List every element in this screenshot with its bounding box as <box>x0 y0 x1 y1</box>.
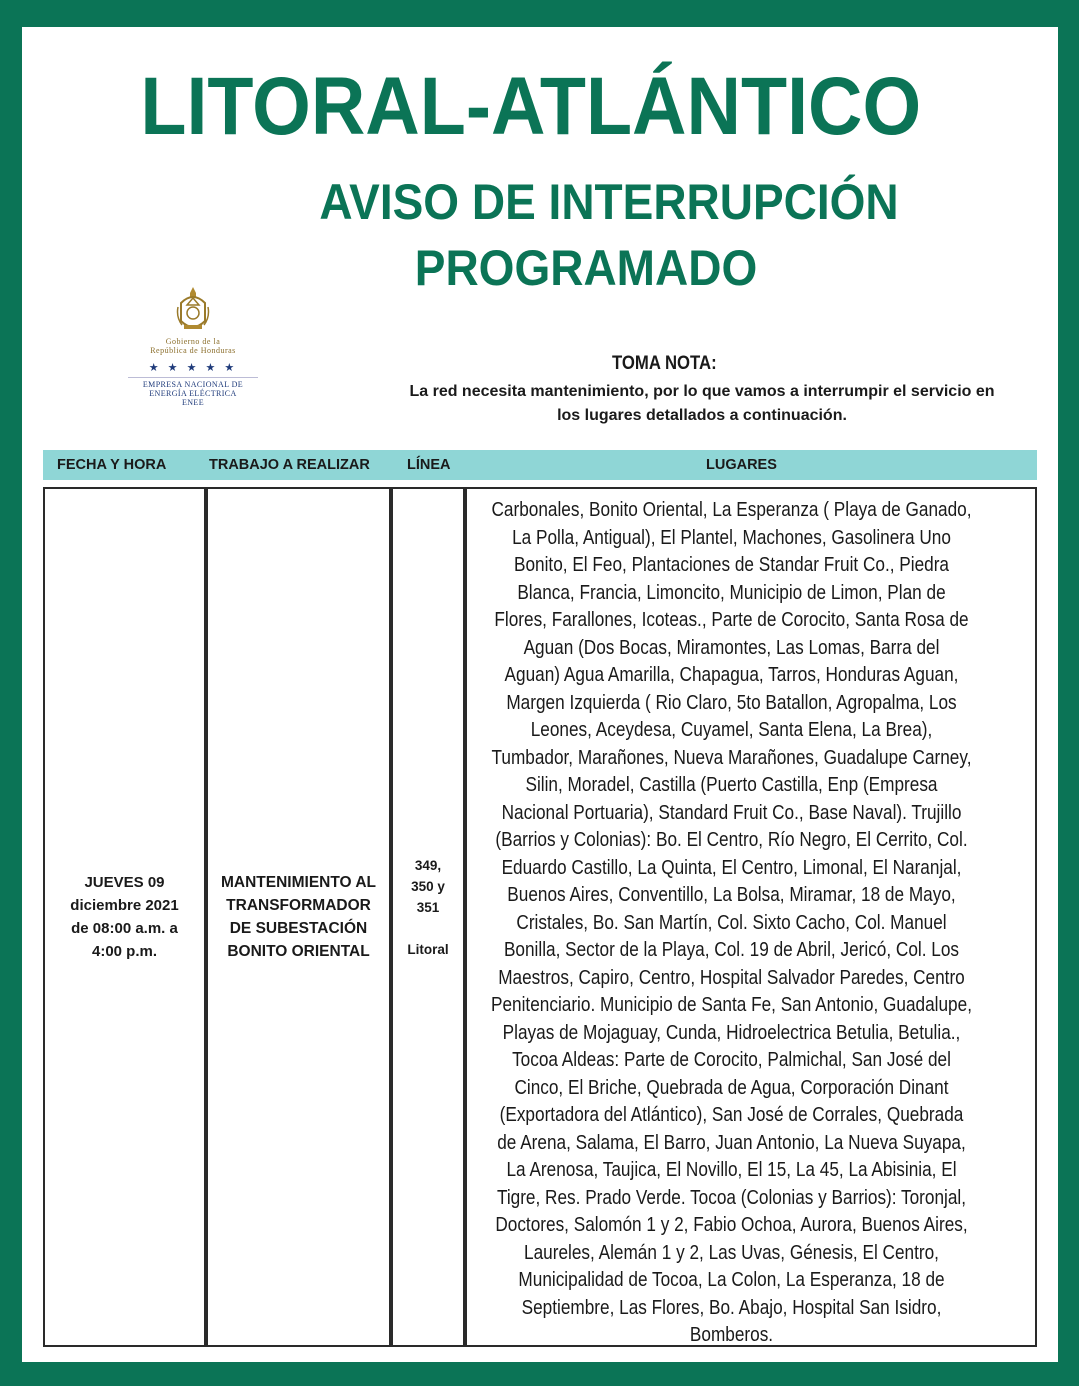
gov-line-2: República de Honduras <box>150 346 236 355</box>
org-line-3: ENEE <box>181 398 205 407</box>
lugares-line: Bonito, El Feo, Plantaciones de Standar Fruit Co., Piedra <box>513 554 950 576</box>
lugares-line: La Arenosa, Taujica, El Novillo, El 15, La 45, La Abisinia, El <box>506 1159 957 1181</box>
lugares-line: Silin, Moradel, Castilla (Puerto Castilla, Enp (Empresa <box>525 774 938 796</box>
note-label: TOMA NOTA: <box>612 353 717 374</box>
linea-spacer <box>407 918 448 939</box>
lugares-text <box>470 489 992 1350</box>
lugares-line: Tumbador, Marañones, Nueva Marañones, Guadalupe Carney, <box>491 746 972 769</box>
org-line-1: EMPRESA NACIONAL DE <box>142 380 244 389</box>
fecha-line: JUEVES 09 <box>84 874 165 891</box>
cell-trabajo <box>206 487 391 1347</box>
lugares-line: de Arena, Salama, El Barro, Juan Antonio, La Nueva Suyapa, <box>497 1131 966 1154</box>
lugares-line: Flores, Farallones, Icoteas., Parte de Corocito, Santa Rosa de <box>494 609 969 631</box>
lugares-line: Aguan (Dos Bocas, Miramontes, Las Lomas, Barra del <box>523 636 940 659</box>
lugares-line: Laureles, Alemán 1 y 2, Las Uvas, Génesis, El Centro, <box>524 1241 939 1264</box>
cell-fecha <box>43 487 206 1347</box>
lugares-line: Municipalidad de Tocoa, La Colon, La Esperanza, 18 de <box>518 1269 945 1291</box>
org-line-2: ENERGÍA ELÉCTRICA <box>149 389 237 398</box>
notice-panel <box>22 27 1058 1362</box>
lugares-line: (Barrios y Colonias): Bo. El Centro, Río Negro, El Cerrito, Col. <box>495 829 968 851</box>
lugares-line: (Exportadora del Atlántico), San José de Corrales, Quebrada <box>499 1104 964 1126</box>
lugares-line: Eduardo Castillo, La Quinta, El Centro, Limonal, El Naranjal, <box>501 856 962 879</box>
lugares-line: Cristales, Bo. San Martín, Col. Sixto Cacho, Col. Manuel <box>516 911 947 934</box>
subtitle-line-2: PROGRAMADO <box>414 240 758 296</box>
logo-divider <box>128 377 258 378</box>
cell-linea <box>391 487 465 1347</box>
lugares-line: Leones, Aceydesa, Cuyamel, Santa Elena, La Brea), <box>530 719 933 741</box>
lugares-line: Carbonales, Bonito Oriental, La Esperanza ( Playa de Ganado, <box>491 499 972 521</box>
fecha-line: de 08:00 a.m. a <box>71 920 178 937</box>
header-trabajo: TRABAJO A REALIZAR <box>209 457 370 473</box>
lugares-line: Tocoa Aldeas: Parte de Corocito, Palmichal, San José del <box>512 1049 951 1071</box>
lugares-line: Bonilla, Sector de la Playa, Col. 19 de Abril, Jericó, Col. Los <box>503 939 960 961</box>
lugares-line: Maestros, Capiro, Centro, Hospital Salvador Paredes, Centro <box>498 966 965 989</box>
lugares-line: La Polla, Antigual), El Plantel, Machones, Gasolinera Uno <box>512 526 951 549</box>
note-text-line-1: La red necesita mantenimiento, por lo que vamos a interrumpir el servicio en <box>409 383 995 400</box>
trabajo-line: MANTENIMIENTO AL <box>221 874 376 891</box>
fecha-line: diciembre 2021 <box>70 897 179 914</box>
trabajo-line: TRANSFORMADOR <box>226 897 371 914</box>
linea-line: 350 y <box>411 878 445 894</box>
lugares-line: Buenos Aires, Conventillo, La Bolsa, Miramar, 18 de Mayo, <box>507 884 956 906</box>
page-title: LITORAL-ATLÁNTICO <box>140 61 922 152</box>
lugares-line: Playas de Mojaguay, Cunda, Hidroelectrica Betulia, Betulia., <box>502 1021 961 1044</box>
header-fecha: FECHA Y HORA <box>57 457 167 473</box>
cell-lugares <box>465 487 1037 1347</box>
trabajo-line: DE SUBESTACIÓN <box>229 920 368 937</box>
lugares-line: Cinco, El Briche, Quebrada de Agua, Corporación Dinant <box>514 1076 949 1099</box>
lugares-line: Septiembre, Las Flores, Bo. Abajo, Hospital San Isidro, <box>521 1296 942 1319</box>
lugares-line: Penitenciario. Municipio de Santa Fe, San Antonio, Guadalupe, <box>491 994 972 1016</box>
linea-line: 351 <box>416 899 440 915</box>
subtitle-line-1: AVISO DE INTERRUPCIÓN <box>319 174 899 230</box>
lugares-line: Tigre, Res. Prado Verde. Tocoa (Colonias y Barrios): Toronjal, <box>496 1186 967 1209</box>
note-text-line-2: los lugares detallados a continuación. <box>557 407 847 424</box>
linea-line: 349, <box>414 857 442 873</box>
lugares-line: Margen Izquierda ( Rio Claro, 5to Batallon, Agropalma, Los <box>506 691 957 714</box>
lugares-line: Nacional Portuaria), Standard Fruit Co., Base Naval). Trujillo <box>501 801 962 824</box>
gov-line-1: Gobierno de la <box>165 337 221 346</box>
header-lugares: LUGARES <box>706 457 777 473</box>
lugares-line: Bomberos. <box>689 1324 774 1346</box>
fecha-line: 4:00 p.m. <box>91 943 158 960</box>
table-header <box>43 450 1037 480</box>
coat-of-arms-icon <box>176 285 210 337</box>
lugares-line: Aguan) Agua Amarilla, Chapagua, Tarros, Honduras Aguan, <box>504 664 959 686</box>
lugares-line: Blanca, Francia, Limoncito, Municipio de Limon, Plan de <box>517 581 946 604</box>
header-linea: LÍNEA <box>407 457 451 473</box>
trabajo-line: BONITO ORIENTAL <box>227 943 370 960</box>
stars-icon: ★ ★ ★ ★ ★ <box>148 362 238 374</box>
lugares-line: Doctores, Salomón 1 y 2, Fabio Ochoa, Aurora, Buenos Aires, <box>495 1214 968 1236</box>
enee-logo <box>118 285 268 435</box>
note-text <box>352 380 1052 428</box>
linea-line: Litoral <box>407 941 449 957</box>
